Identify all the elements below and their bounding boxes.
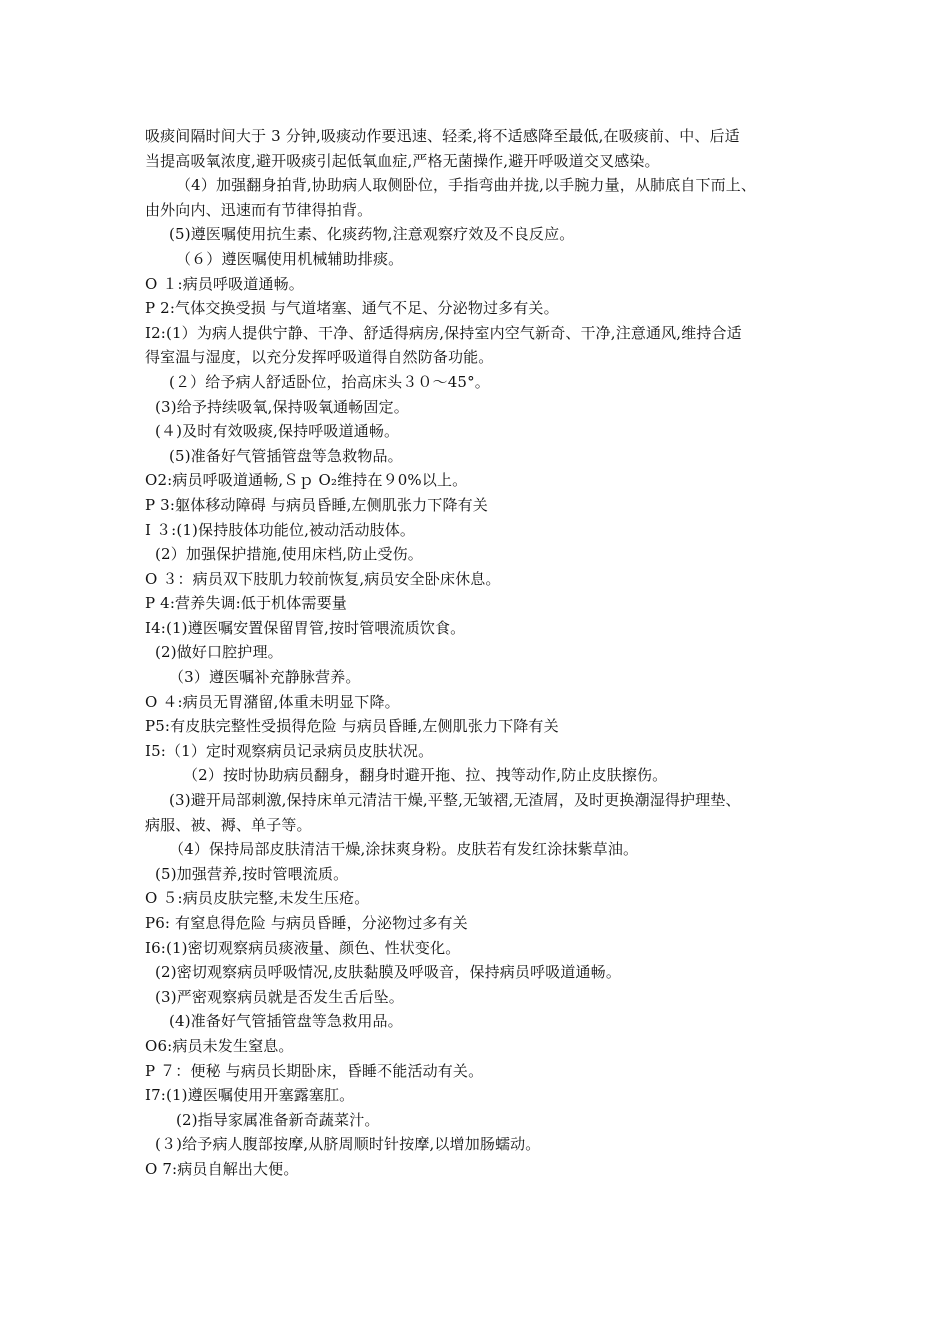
text-line: I7:(1)遵医嘱使用开塞露塞肛。 — [145, 1086, 355, 1105]
text-line: P 2:气体交换受损 与气道堵塞、通气不足、分泌物过多有关。 — [145, 299, 559, 318]
text-line: P6: 有窒息得危险 与病员昏睡，分泌物过多有关 — [145, 914, 468, 932]
text-line: O ５:病员皮肤完整,未发生压疮。 — [145, 889, 370, 908]
text-line: (４)及时有效吸痰,保持呼吸道通畅。 — [155, 422, 400, 441]
text-line: (２）给予病人舒适卧位，抬高床头３０～45°。 — [169, 372, 490, 391]
text-line: (2)做好口腔护理。 — [155, 643, 283, 662]
text-line: （６）遵医嘱使用机械辅助排痰。 — [176, 249, 404, 268]
text-line: I4:(1)遵医嘱安置保留胃管,按时管喂流质饮食。 — [145, 618, 466, 637]
text-line: (3)严密观察病员就是否发生舌后坠。 — [155, 987, 404, 1006]
text-line: (3)避开局部刺激,保持床单元清洁干燥,平整,无皱褶,无渣屑，及时更换潮湿得护理垫、 — [169, 791, 741, 810]
text-line: O 7:病员自解出大便。 — [145, 1159, 299, 1178]
text-line: O １:病员呼吸道通畅。 — [145, 274, 304, 293]
text-line: 吸痰间隔时间大于 3 分钟,吸痰动作要迅速、轻柔,将不适感降至最低,在吸痰前、中、后适 — [145, 127, 740, 145]
text-line: P 4:营养失调:低于机体需要量 — [145, 594, 347, 613]
text-line: （2）按时协助病员翻身，翻身时避开拖、拉、拽等动作,防止皮肤擦伤。 — [183, 766, 668, 785]
text-line: (4)准备好气管插管盘等急救用品。 — [169, 1012, 403, 1031]
text-line: O ４:病员无胃潴留,体重未明显下降。 — [145, 692, 400, 711]
text-line: （4）加强翻身拍背,协助病人取侧卧位，手指弯曲并拢,以手腕力量，从肺底自下而上、 — [176, 176, 757, 195]
text-line: (2)密切观察病员呼吸情况,皮肤黏膜及呼吸音，保持病员呼吸道通畅。 — [155, 963, 621, 982]
document-body — [145, 124, 810, 1182]
text-line: 得室温与湿度，以充分发挥呼吸道得自然防备功能。 — [145, 348, 494, 367]
text-line: (5)准备好气管插管盘等急救物品。 — [169, 446, 403, 465]
text-line: P 3:躯体移动障碍 与病员昏睡,左侧肌张力下降有关 — [145, 495, 488, 514]
text-line: （3）遵医嘱补充静脉营养。 — [169, 668, 361, 687]
text-line: I2:(1）为病人提供宁静、干净、舒适得病房,保持室内空气新奇、干净,注意通风,维持合适 — [145, 323, 742, 342]
text-line: (5)遵医嘱使用抗生素、化痰药物,注意观察疗效及不良反应。 — [169, 225, 575, 244]
text-line: O6:病员未发生窒息。 — [145, 1036, 294, 1055]
text-line: (5)加强营养,按时管喂流质。 — [155, 864, 349, 883]
text-line: 由外向内、迅速而有节律得拍背。 — [145, 200, 373, 219]
text-line: I ３:(1)保持肢体功能位,被动活动肢体。 — [145, 520, 416, 539]
text-line: (2)指导家属准备新奇蔬菜汁。 — [176, 1110, 380, 1129]
text-line: 当提高吸氧浓度,避开吸痰引起低氧血症,严格无菌操作,避开呼吸道交叉感染。 — [145, 151, 660, 170]
text-line: 病服、被、褥、单子等。 — [145, 815, 312, 834]
text-line: O2:病员呼吸道通畅,Ｓｐ O₂维持在９0%以上。 — [145, 471, 468, 490]
text-line: O ３：病员双下肢肌力较前恢复,病员安全卧床休息。 — [145, 569, 501, 588]
text-line: P ７：便秘 与病员长期卧床，昏睡不能活动有关。 — [145, 1061, 484, 1080]
text-line: P5:有皮肤完整性受损得危险 与病员昏睡,左侧肌张力下降有关 — [145, 717, 559, 736]
text-line: (３)给予病人腹部按摩,从脐周顺时针按摩,以增加肠蠕动。 — [155, 1135, 541, 1154]
text-line: (2）加强保护措施,使用床档,防止受伤。 — [155, 545, 423, 564]
text-line: (3)给予持续吸氧,保持吸氧通畅固定。 — [155, 397, 409, 416]
text-line: I5:（1）定时观察病员记录病员皮肤状况。 — [145, 741, 434, 760]
text-line: I6:(1)密切观察病员痰液量、颜色、性状变化。 — [145, 938, 461, 957]
text-line: （4）保持局部皮肤清洁干燥,涂抹爽身粉。皮肤若有发红涂抹紫草油。 — [169, 840, 639, 859]
